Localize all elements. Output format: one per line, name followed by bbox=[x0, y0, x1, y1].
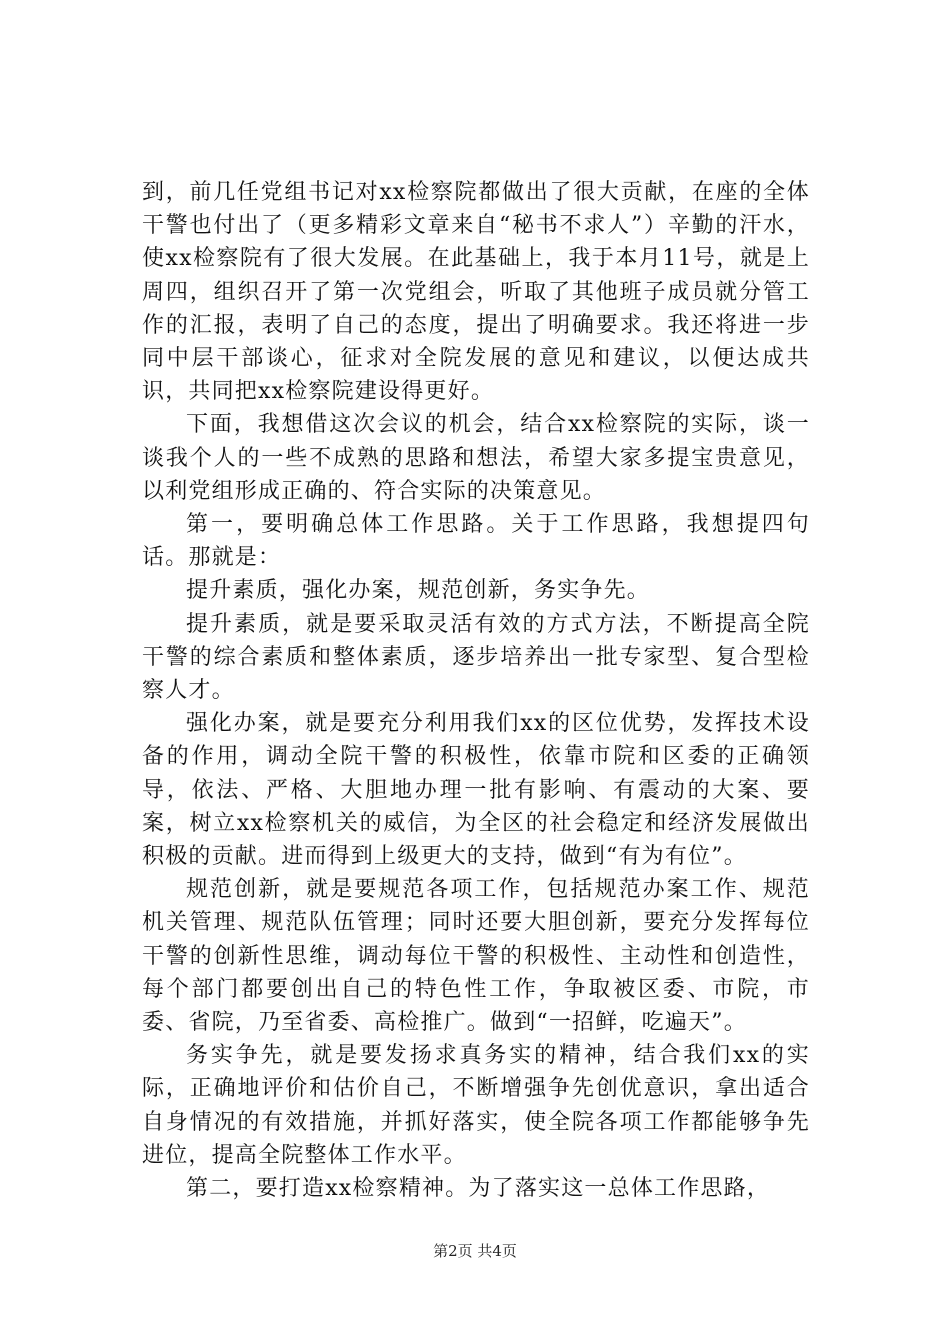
paragraph-continuation: 到，前几任党组书记对xx检察院都做出了很大贡献，在座的全体干警也付出了（更多精彩文章来自“秘书不求人”）辛勤的汗水，使xx检察院有了很大发展。在此基础上，我于本月11号，就是上周四，组织召开了第一次党组会，听取了其他班子成员就分管工作的汇报，表明了自己的态度，提出了明确要求。我还将进一步同中层干部谈心，征求对全院发展的意见和建议，以便达成共识，共同把xx检察院建设得更好。 bbox=[142, 180, 810, 405]
paragraph: 第二，要打造xx检察精神。为了落实这一总体工作思路， bbox=[186, 1176, 771, 1202]
page-number-footer: 第2页 共4页 bbox=[433, 1242, 517, 1260]
paragraph: 提升素质，强化办案，规范创新，务实争先。 bbox=[186, 578, 651, 604]
document-body bbox=[142, 176, 810, 1205]
paragraph: 下面，我想借这次会议的机会，结合xx检察院的实际，谈一谈我个人的一些不成熟的思路和想法，希望大家多提宝贵意见，以利党组形成正确的、符合实际的决策意见。 bbox=[142, 412, 810, 504]
paragraph: 强化办案，就是要充分利用我们xx的区位优势，发挥技术设备的作用，调动全院干警的积极性，依靠市院和区委的正确领导，依法、严格、大胆地办理一批有影响、有震动的大案、要案，树立xx检察机关的威信，为全区的社会稳定和经济发展做出积极的贡献。进而得到上级更大的支持，做到“有为有位”。 bbox=[142, 711, 810, 870]
paragraph: 规范创新，就是要规范各项工作，包括规范办案工作、规范机关管理、规范队伍管理；同时还要大胆创新，要充分发挥每位干警的创新性思维，调动每位干警的积极性、主动性和创造性，每个部门都要创出自己的特色性工作，争取被区委、市院，市委、省院，乃至省委、高检推广。做到“一招鲜，吃遍天”。 bbox=[142, 877, 810, 1036]
paragraph: 提升素质，就是要采取灵活有效的方式方法，不断提高全院干警的综合素质和整体素质，逐步培养出一批专家型、复合型检察人才。 bbox=[142, 611, 810, 704]
paragraph: 务实争先，就是要发扬求真务实的精神，结合我们xx的实际，正确地评价和估价自己，不断增强争先创优意识，拿出适合自身情况的有效措施，并抓好落实，使全院各项工作都能够争先进位，提高全院整体工作水平。 bbox=[142, 1043, 810, 1168]
paragraph: 第一，要明确总体工作思路。关于工作思路，我想提四句话。那就是： bbox=[142, 512, 810, 571]
